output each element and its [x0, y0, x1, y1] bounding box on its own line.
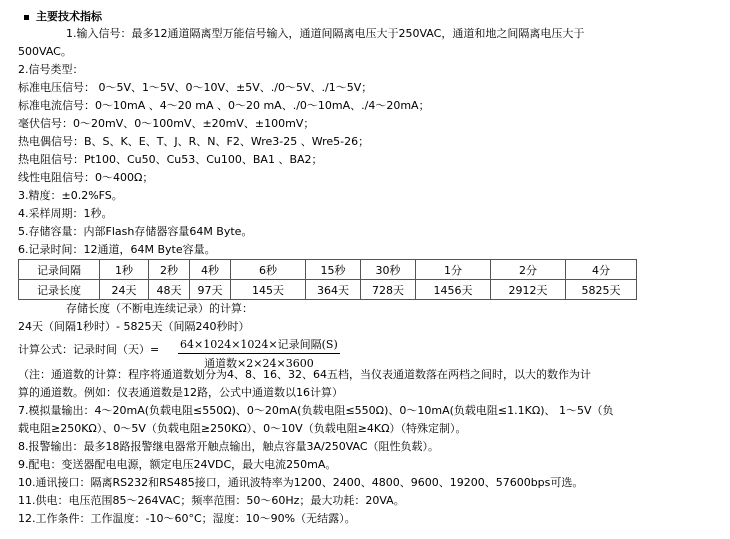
table-row — [19, 280, 637, 300]
spec-sampling-period: 4.采样周期：1秒。 — [18, 207, 113, 220]
channel-count-note-cont: 算的通道数。例如：仪表通道数是12路，公式中通道数以16计算） — [18, 386, 343, 399]
spec-signal-types: 2.信号类型： — [18, 63, 84, 76]
table-cell: 1秒 — [100, 260, 149, 280]
table-cell: 5825天 — [566, 280, 637, 300]
formula-numerator: 64×1024×1024×记录间隔(S) — [178, 336, 340, 354]
spec-alarm-output: 8.报警输出：最多18路报警继电器常开触点输出，触点容量3A/250VAC（阻性负载）。 — [18, 440, 440, 453]
formula-label: 计算公式：记录时间（天）= — [18, 343, 160, 356]
spec-rtd-signal: 热电阻信号：Pt100、Cu50、Cu53、Cu100、BA1 、BA2； — [18, 153, 323, 166]
spec-millivolt-signal: 毫伏信号：0～20mV、0～100mV、±20mV、±100mV； — [18, 117, 315, 130]
spec-working-conditions: 12.工作条件：工作温度：-10～60°C；湿度：10～90%（无结露）。 — [18, 512, 356, 525]
spec-analog-output: 7.模拟量输出：4～20mA(负载电阻≤550Ω)、0～20mA(负载电阻≤550Ω)、0～10mA(负载电阻≤1.1KΩ)、 1～5V（负 — [18, 404, 614, 417]
channel-count-note: （注：通道数的计算：程序将通道数划分为4、8、16、32、64五档，当仪表通道数落在两档之间时，以大的数作为计 — [18, 368, 591, 381]
spec-linear-resistance: 线性电阻信号：0～400Ω； — [18, 171, 154, 184]
spec-current-signal: 标准电流信号：0～10mA 、4～20 mA 、0～20 mA、./0～10mA、./4～20mA； — [18, 99, 430, 112]
spec-input-signal-cont: 500VAC。 — [18, 45, 72, 58]
table-cell: 2912天 — [491, 280, 566, 300]
table-cell: 145天 — [231, 280, 306, 300]
formula-denominator: 通道数×2×24×3600 — [204, 357, 314, 370]
spec-communication: 10.通讯接口：隔离RS232和RS485接口，通讯波特率为1200、2400、4800、9600、19200、57600bps可选。 — [18, 476, 584, 489]
spec-record-time: 6.记录时间：12通道，64M Byte容量。 — [18, 243, 216, 256]
table-cell: 48天 — [149, 280, 190, 300]
spec-analog-output-cont: 载电阻≥250KΩ）、0～5V（负载电阻≥250KΩ）、0～10V（负载电阻≥4KΩ）（特殊定制）。 — [18, 422, 467, 435]
table-cell: 15秒 — [306, 260, 361, 280]
spec-power-distribution: 9.配电：变送器配电电源，额定电压24VDC，最大电流250mA。 — [18, 458, 337, 471]
table-cell: 记录长度 — [19, 280, 100, 300]
storage-length-heading: 存储长度（不断电连续记录）的计算： — [66, 302, 253, 315]
table-cell: 2分 — [491, 260, 566, 280]
table-cell: 6秒 — [231, 260, 306, 280]
spec-voltage-signal: 标准电压信号： 0～5V、1～5V、0～10V、±5V、./0～5V、./1～5V； — [18, 81, 373, 94]
table-cell: 2秒 — [149, 260, 190, 280]
table-cell: 24天 — [100, 280, 149, 300]
storage-length-range: 24天（间隔1秒时）- 5825天（间隔240秒时） — [18, 320, 250, 333]
table-cell: 364天 — [306, 280, 361, 300]
record-time-table — [18, 259, 637, 300]
table-cell: 30秒 — [361, 260, 416, 280]
table-row — [19, 260, 637, 280]
spec-storage-capacity: 5.存储容量：内部Flash存储器容量64M Byte。 — [18, 225, 253, 238]
table-cell: 1456天 — [416, 280, 491, 300]
record-time-formula — [178, 336, 340, 371]
table-cell: 1分 — [416, 260, 491, 280]
spec-input-signal: 1.输入信号：最多12通道隔离型万能信号输入，通道间隔离电压大于250VAC，通道和地之间隔离电压大于 — [66, 27, 585, 40]
spec-accuracy: 3.精度：±0.2%FS。 — [18, 189, 123, 202]
bullet-square-icon — [24, 15, 29, 20]
table-cell: 728天 — [361, 280, 416, 300]
table-cell: 4秒 — [190, 260, 231, 280]
section-title: 主要技术指标 — [24, 10, 102, 24]
spec-thermocouple-signal: 热电偶信号：B、S、K、E、T、J、R、N、F2、Wre3-25 、Wre5-26； — [18, 135, 370, 148]
spec-power-supply: 11.供电：电压范围85～264VAC；频率范围：50～60Hz；最大功耗：20VA。 — [18, 494, 405, 507]
table-cell: 4分 — [566, 260, 637, 280]
table-cell: 97天 — [190, 280, 231, 300]
table-cell: 记录间隔 — [19, 260, 100, 280]
